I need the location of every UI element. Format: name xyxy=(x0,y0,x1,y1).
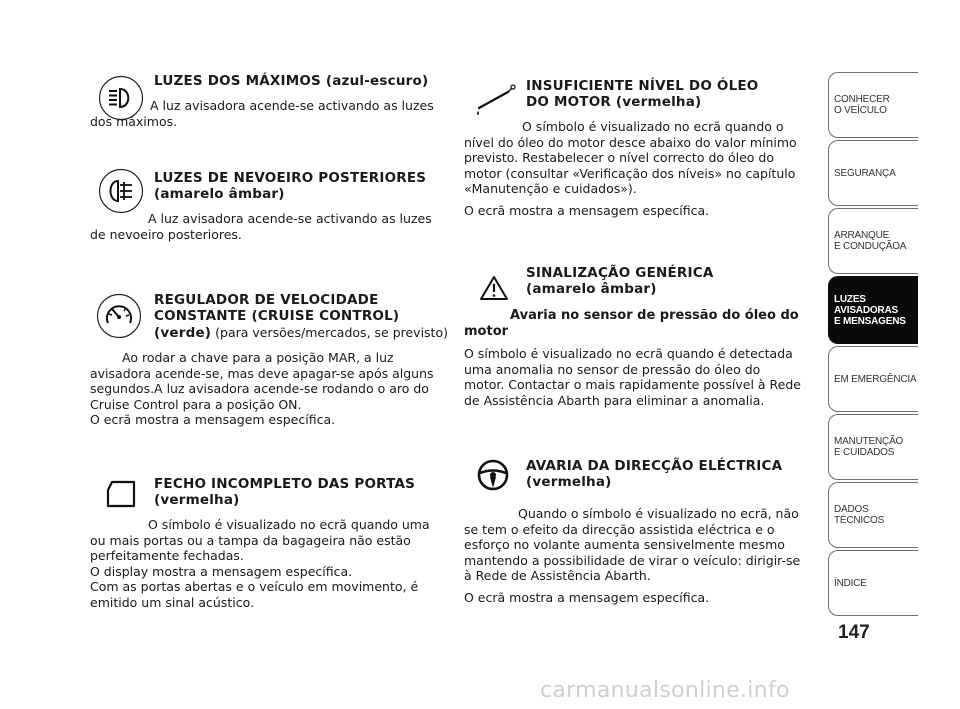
tab-manutencao-e-cuidados[interactable] xyxy=(828,414,918,480)
section-text: A luz avisadora acende-se activando as luzes dos máximos. xyxy=(90,98,434,129)
tab-label: LUZES AVISADORAS E MENSAGENS xyxy=(834,293,906,327)
tab-label: EM EMERGÊNCIA xyxy=(834,373,917,385)
section-title-line1: INSUFICIENTE NÍVEL DO ÓLEO xyxy=(526,78,759,94)
tab-em-emergencia[interactable] xyxy=(828,346,918,412)
section-door-open xyxy=(90,476,440,610)
section-title-line2: (amarelo âmbar) xyxy=(154,186,285,202)
color-label: (verde) xyxy=(154,325,212,341)
section-text-1: O símbolo é visualizado no ecrã quando o nível do óleo do motor desce abaixo do valor mínimo previsto. Restabelecer o nível correcto do óleo do motor (consultar «Verificação dos níveis» no capítulo «Manutenção e cuidados»). xyxy=(464,119,797,196)
section-text-2: O ecrã mostra a mensagem específica. xyxy=(90,412,336,427)
section-text-1: Ao rodar a chave para a posição MAR, a luz avisadora acende-se, mas deve apagar-se após alguns segundos.A luz avisadora acende-se rodando o aro do Cruise Control para a posição ON. xyxy=(90,350,434,412)
watermark: carmanualsonline.info xyxy=(540,678,790,703)
tab-luzes-avisadoras[interactable] xyxy=(828,276,918,344)
section-text: A luz avisadora acende-se activando as luzes de nevoeiro posteriores. xyxy=(90,211,432,242)
section-rear-fog xyxy=(90,170,440,242)
tab-label: ÍNDICE xyxy=(834,577,867,589)
tab-indice[interactable] xyxy=(828,550,918,616)
section-title-line1: LUZES DE NEVOEIRO POSTERIORES xyxy=(154,170,427,186)
tab-label: MANUTENÇÃO E CUIDADOS xyxy=(834,436,904,458)
section-title-line1: AVARIA DA DIRECÇÃO ELÉCTRICA xyxy=(526,458,783,474)
section-title-line2: (vermelha) xyxy=(526,474,612,490)
section-title-line2: (amarelo âmbar) xyxy=(526,281,657,297)
title-note: (para versões/mercados, se previsto) xyxy=(211,325,448,340)
section-subtitle: Avaria no sensor de pressão do óleo do motor xyxy=(464,308,799,339)
tab-label: SEGURANÇA xyxy=(834,167,896,179)
section-high-beam xyxy=(90,73,440,129)
section-electric-steering xyxy=(464,458,804,605)
section-text: O símbolo é visualizado no ecrã quando é detectada uma anomalia no sensor de pressão do óleo do motor. Contactar o mais rapidamente possível à Rede de Assistência Abarth para eliminar a anomalia. xyxy=(464,346,801,408)
tab-conhecer-o-veiculo[interactable] xyxy=(828,72,918,138)
section-text-2: O ecrã mostra a mensagem específica. xyxy=(464,589,710,605)
section-generic-warning xyxy=(464,265,804,408)
section-text-1: Quando o símbolo é visualizado no ecrã, não se tem o efeito da direcção assistida eléctrica e o esforço no volante aumenta sensivelmente mesmo mantendo a possibilidade de virar o veículo: dirigir-se à Rede de Assistência Abarth. xyxy=(464,506,801,583)
section-text-2: O ecrã mostra a mensagem específica. xyxy=(464,202,710,218)
section-text-2: O display mostra a mensagem específica. xyxy=(90,563,353,579)
tab-label: CONHECER O VEÍCULO xyxy=(834,94,890,116)
section-text-1: O símbolo é visualizado no ecrã quando uma ou mais portas ou a tampa da bagageira não estão perfeitamente fechadas. xyxy=(90,517,430,563)
section-title-line2: (vermelha) xyxy=(154,492,240,508)
section-text-3: Com as portas abertas e o veículo em movimento, é emitido um sinal acústico. xyxy=(90,579,419,610)
tab-arranque-e-conducao[interactable] xyxy=(828,208,918,274)
section-title-line1: SINALIZAÇÃO GENÉRICA xyxy=(526,265,714,281)
tab-label: DADOS TÉCNICOS xyxy=(834,504,885,526)
tab-label: ARRANQUE E CONDUÇÃOA xyxy=(834,230,907,252)
section-title-line1: FECHO INCOMPLETO DAS PORTAS xyxy=(154,476,416,492)
section-cruise-control xyxy=(90,292,450,428)
section-oil-level xyxy=(464,78,804,218)
section-title-line3 xyxy=(90,324,450,341)
tab-seguranca[interactable] xyxy=(828,140,918,206)
tab-dados-tecnicos[interactable] xyxy=(828,482,918,548)
page-number: 147 xyxy=(838,622,870,643)
section-title-line2: CONSTANTE (CRUISE CONTROL) xyxy=(154,308,400,324)
section-title-line2: DO MOTOR (vermelha) xyxy=(526,94,702,110)
section-title: LUZES DOS MÁXIMOS (azul-escuro) xyxy=(154,73,429,89)
section-title-line1: REGULADOR DE VELOCIDADE xyxy=(154,292,379,308)
